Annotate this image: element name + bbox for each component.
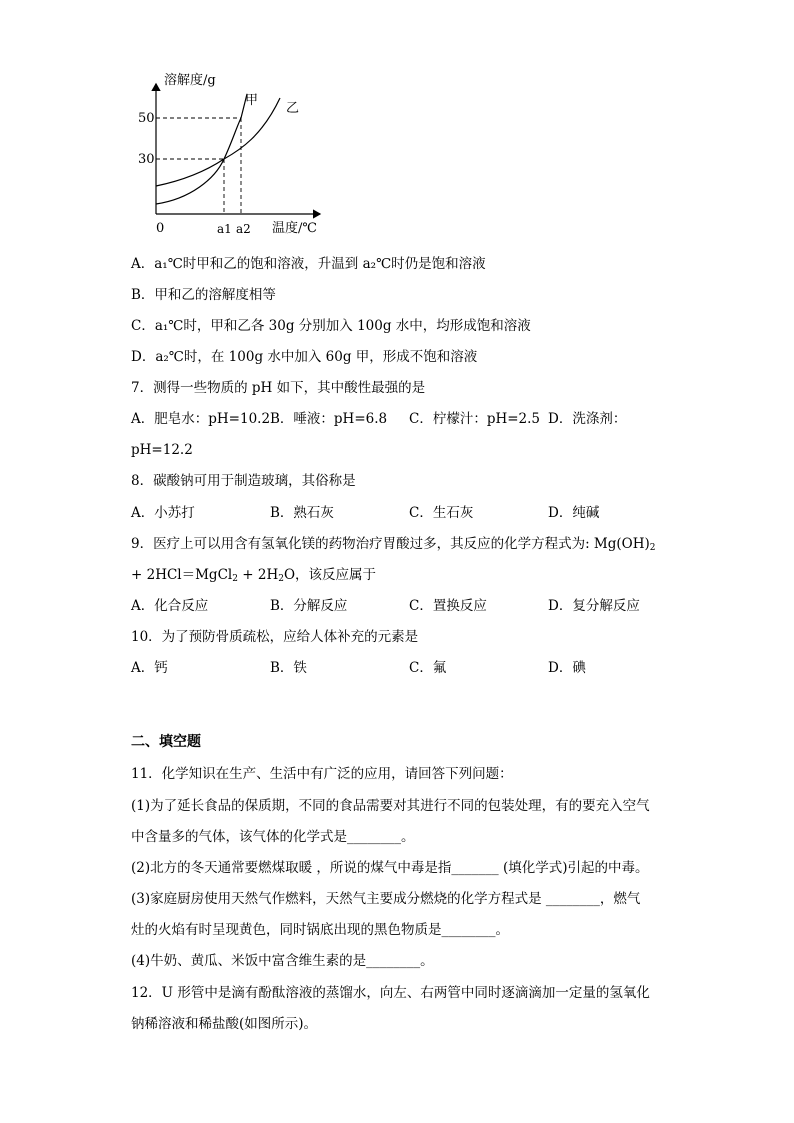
q10-stem: 10．为了预防骨质疏松，应给人体补充的元素是: [131, 629, 419, 645]
q8-option-d: D．纯碱: [548, 505, 600, 521]
curve-label-jia: 甲: [245, 93, 259, 108]
q9-stem-text2c: O，该反应属于: [283, 567, 377, 583]
solubility-graph: [120, 64, 340, 242]
q7-option-a: A．肥皂水：pH=10.2: [131, 411, 271, 427]
q9-sub3: 2: [278, 574, 284, 584]
q10-option-a: A．钙: [131, 660, 168, 676]
curve-label-yi: 乙: [286, 101, 300, 116]
q11-part1-line1: (1)为了延长食品的保质期，不同的食品需要对其进行不同的包装处理，有的要充入空气: [131, 798, 650, 814]
q8-option-c: C．生石灰: [409, 505, 474, 521]
q9-stem-text2b: + 2H: [237, 567, 279, 583]
section-heading: 二、填空题: [131, 734, 201, 750]
q7-option-b: B．唾液：pH=6.8: [270, 411, 388, 427]
q9-option-a: A．化合反应: [131, 598, 209, 614]
q8-stem: 8．碳酸钠可用于制造玻璃，其俗称是: [131, 473, 356, 489]
origin-label: 0: [156, 221, 165, 236]
q11-part3-line2: 灶的火焰有时呈现黄色，同时锅底出现的黑色物质是________。: [131, 922, 509, 938]
q10-option-d: D．碘: [548, 660, 586, 676]
q7-option-c: C．柠檬汁：pH=2.5: [409, 411, 541, 427]
q11-stem: 11．化学知识在生产、生活中有广泛的应用，请回答下列问题：: [131, 766, 513, 782]
q8-option-a: A．小苏打: [131, 505, 195, 521]
q11-part4: (4)牛奶、黄瓜、米饭中富含维生素的是________。: [131, 953, 434, 969]
q9-option-d: D．复分解反应: [548, 598, 640, 614]
q6-option-c: C．a₁℃时，甲和乙各 30g 分别加入 100g 水中，均形成饱和溶液: [131, 318, 531, 334]
q9-stem-line1: [131, 535, 656, 557]
q11-part1-line2: 中含量多的气体，该气体的化学式是________。: [131, 829, 415, 845]
q12-stem-line2: 钠稀溶液和稀盐酸(如图所示)。: [131, 1016, 318, 1032]
q9-option-c: C．置换反应: [409, 598, 487, 614]
y-tick-30: 30: [138, 152, 155, 167]
curve-jia: [156, 94, 247, 204]
q9-sub1: 2: [649, 543, 656, 553]
q9-option-b: B．分解反应: [270, 598, 348, 614]
q6-option-a: A．a₁℃时甲和乙的饱和溶液，升温到 a₂℃时仍是饱和溶液: [131, 256, 486, 272]
q7-option-d: D．洗涤剂：: [548, 411, 627, 427]
q6-option-d: D．a₂℃时，在 100g 水中加入 60g 甲，形成不饱和溶液: [131, 349, 478, 365]
x-tick-a1: a1: [217, 222, 232, 236]
q8-option-b: B．熟石灰: [270, 505, 334, 521]
x-tick-a2: a2: [236, 222, 251, 236]
q9-sub2: 2: [232, 574, 238, 584]
y-axis-label: 溶解度/g: [164, 73, 216, 88]
x-axis-label: 温度/℃: [272, 221, 317, 236]
q10-option-c: C．氟: [409, 660, 447, 676]
q11-part3-line1: (3)家庭厨房使用天然气作燃料，天然气主要成分燃烧的化学方程式是 ________，燃气: [131, 891, 641, 907]
q9-stem-text2a: + 2HCl＝MgCl: [131, 567, 233, 583]
q7-option-d-wrap: pH=12.2: [131, 442, 193, 458]
q9-stem-text1: 9．医疗上可以用含有氢氧化镁的药物治疗胃酸过多，其反应的化学方程式为: Mg(OH): [131, 536, 650, 552]
q7-stem: 7．测得一些物质的 pH 如下，其中酸性最强的是: [131, 380, 426, 396]
q11-part2: (2)北方的冬天通常要燃煤取暖 ，所说的煤气中毒是指_______ (填化学式)引起的中毒。: [131, 860, 649, 876]
q10-option-b: B．铁: [270, 660, 307, 676]
q9-stem-line2: [131, 566, 376, 588]
curve-yi: [156, 98, 280, 186]
q6-option-b: B．甲和乙的溶解度相等: [131, 287, 276, 303]
q12-stem-line1: 12．U 形管中是滴有酚酞溶液的蒸馏水，向左、右两管中同时逐滴滴加一定量的氢氧化: [131, 985, 650, 1001]
y-tick-50: 50: [138, 111, 155, 126]
